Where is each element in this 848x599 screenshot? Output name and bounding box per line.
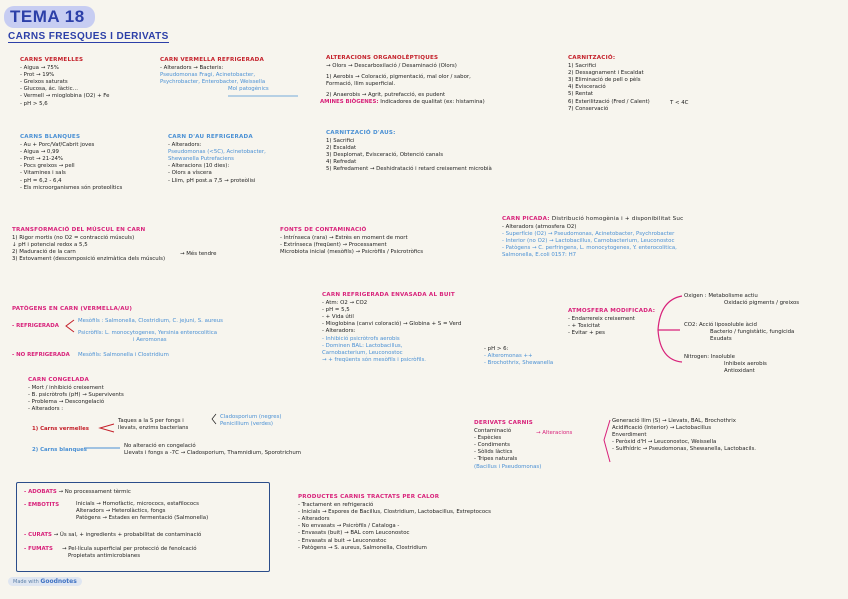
text-line: → Olors → Descarboxilació / Desaminació (Olors): [326, 63, 457, 70]
text-line: Mol patogènics: [228, 86, 269, 93]
text-line: Psicròfils: L. monocytogenes, Yersinia enterocolitica: [78, 330, 218, 336]
mesofils-refrigerada: Mesòfils : Salmonella, Clostridium, C. jejuni, S. aureus: [78, 318, 223, 324]
text-line: - pH > 6:: [484, 346, 509, 352]
text-line: - Aigua → 0,99: [20, 149, 59, 156]
text-line: 1) Sacrifici: [326, 138, 355, 145]
text-line: - Els microorganismes són proteolítics: [20, 184, 123, 191]
text-line: i Aeromonas: [133, 337, 167, 344]
text-line: - Vitamines i sals: [20, 170, 66, 177]
section-heading: ALTERACIONS ORGANOLÈPTIQUES: [326, 55, 439, 61]
co2-block: [684, 322, 794, 343]
section-transformacio-muscul: [12, 227, 165, 263]
carns-blanques-label: 2) Carns blanques: [32, 447, 88, 453]
nitrogen-block: [684, 354, 767, 375]
text-line: 2) Maduració de la carn: [12, 249, 76, 256]
carns-vermelles-label: 1) Carns vermelles: [32, 426, 89, 432]
text-line: - Evitar + pes: [568, 330, 605, 337]
section-heading-rest: Distribució homogènia i + disponibilitat Suc: [551, 216, 684, 222]
section-carn-picada: [502, 216, 683, 260]
text-line: - Espècies: [474, 435, 502, 442]
carns-blanques-text: [124, 443, 301, 457]
goodnotes-logo: [8, 577, 82, 586]
text-line: 6) Esterilització (Fred / Calent): [568, 98, 650, 105]
text-line: ↓ pH i potencial redox a 5,5: [12, 242, 88, 249]
text-line: - Extrínseca (freqüent) → Processament: [280, 242, 387, 249]
section-carns-vermelles: [20, 57, 109, 108]
text-line: - Mort / inhibició creixement: [28, 385, 104, 392]
psicrofils: [78, 330, 217, 344]
text-line: Pseudomonas (<5C), Acinetobacter,: [168, 149, 266, 156]
adobats-row: [24, 489, 131, 496]
adobats-text: → No processament tèrmic: [58, 489, 131, 495]
text-line: Acidificació (Interior) → Lactobacillus: [612, 425, 712, 432]
adobats-label: - ADOBATS: [24, 489, 57, 495]
section-heading: CARN REFRIGERADA ENVASADA AL BUIT: [322, 292, 455, 298]
text-line: Taques a la S per fongs i: [118, 418, 184, 424]
section-fonts-contaminacio: [280, 227, 423, 256]
text-line: Contaminació: [474, 428, 512, 435]
text-line: - Atm: O2 → CO2: [322, 300, 368, 307]
text-line: → Pel·lícula superficial per protecció de fenolcació: [62, 546, 197, 552]
text-line: - Patògens → S. aureus, Salmonella, Clostridium: [298, 544, 427, 551]
text-line: 2) Dessagnament i Escaldat: [568, 70, 644, 77]
text-line: - pH > 5,6: [20, 100, 48, 107]
text-line: - Condiments: [474, 442, 510, 449]
text-line: - Sulfhídric → Pseudomonas, Shewanella, Lactobacils.: [612, 446, 756, 453]
section-carnitzacio: [568, 55, 650, 113]
text-line: Inicials → Homofàctic, micrococs, estafilococs: [76, 501, 199, 507]
text-line: → + freqüents són mesòfils i psicròfils.: [322, 356, 427, 363]
logo-brand: Goodnotes: [40, 578, 77, 585]
section-derivats-carnis: [474, 420, 541, 471]
text-line: 5) Rentat: [568, 91, 594, 98]
text-line: - Interior (no O2) → Lactobacillus, Carnobacterium, Leuconostoc: [502, 238, 675, 245]
logo-prefix: Made with: [13, 579, 39, 585]
text-line: - Mioglobina (canvi coloració) → Globina + S = Verd: [322, 321, 462, 328]
text-line: - Greixos saturats: [20, 79, 68, 86]
text-line: - Brochothrix, Shewanella: [484, 360, 554, 367]
text-line: - Intrínseca (rara) → Estrès en moment de mort: [280, 235, 408, 242]
curats-label: - CURATS: [24, 532, 52, 538]
section-carn-congelada: [28, 377, 124, 413]
text-line: - Sòlids làctics: [474, 449, 513, 456]
section-heading: CARN VERMELLA REFRIGERADA: [160, 57, 264, 63]
text-line: - Alteradors :: [28, 406, 64, 413]
text-line: - Alteradors:: [322, 328, 356, 335]
text-line: 4) Evisceració: [568, 84, 606, 91]
embotits-label: - EMBOTITS: [24, 502, 60, 508]
page-subtitle: CARNS FRESQUES I DERIVATS: [8, 31, 169, 42]
mesofils-no-refrigerada: Mesòfils: Salmonella i Clostridium: [78, 352, 169, 358]
text-line: - Prot → 19%: [20, 72, 55, 79]
section-patogens-carn: [12, 306, 132, 314]
section-heading: CARNS VERMELLES: [20, 57, 84, 63]
page-title: TEMA 18: [10, 7, 85, 26]
amines-text: Indicadores de qualitat (ex: histamina): [380, 99, 485, 106]
text-line: 5) Refredament → Deshidratació i retard creixement microbià: [326, 166, 492, 173]
text-line: - Problema → Descongelació: [28, 399, 105, 406]
text-line: Alteradors → Heterolàctics, fongs: [76, 508, 166, 515]
text-line: Pseudomonas Fragi, Acinetobacter,: [160, 72, 256, 79]
fumats-text: [62, 546, 197, 560]
section-heading: CARN PICADA:: [502, 216, 550, 222]
section-carns-blanques: [20, 134, 122, 192]
text-line: - Vermell → mioglobina (O2) + Fe: [20, 93, 110, 100]
section-heading: CARN CONGELADA: [28, 377, 89, 383]
text-line: - Endarrereix creixement: [568, 316, 635, 323]
text-line: 1) Aerobis → Coloració, pigmentació, mal olor / sabor,: [326, 74, 471, 81]
ph-block: [484, 346, 553, 367]
text-line: - Superfície (O2) → Pseudomonas, Acinetobacter, Psychrobacter: [502, 231, 675, 238]
text-line: - + Toxicitat: [568, 323, 601, 330]
text-line: Psychrobacter, Enterobacter, Weissella: [160, 79, 266, 86]
oxigen-block: [684, 293, 799, 307]
curats-text: → Ús sal, + ingredients + probabilitat de contaminació: [53, 532, 202, 538]
text-line: No alteració en congelació: [124, 443, 196, 449]
text-line: - B. psicròtrofs (pH) → Supervivents: [28, 392, 124, 399]
text-line: 2) Anaerobis → Agrit, putrefacció, es pudent: [326, 92, 446, 99]
text-line: 3) Desplomat, Evisceració, Obtenció canals: [326, 152, 444, 159]
text-line: Llevats i fongs a -7C → Cladosporium, Thamnidium, Sporotrichum: [124, 450, 302, 457]
carns-vermelles-text: [118, 418, 188, 432]
text-line: - Inhibició psicròtrofs aerobis: [322, 335, 400, 342]
text-line: - Llim, pH post.a 7,5 → proteòlisi: [168, 177, 256, 184]
text-line: - Alteradors: [298, 516, 330, 523]
text-line: - Tripes naturals: [474, 456, 518, 463]
text-line: Antioxidant: [724, 368, 755, 375]
amines-label: AMINES BIÒGENES:: [320, 99, 379, 106]
title-highlight: [4, 6, 95, 28]
text-line: 3) Eliminació de pell o pèls: [568, 77, 641, 84]
text-line: - Envasats (buit) → BAL com Leuconostoc: [298, 530, 410, 537]
section-atmosfera-modificada: [568, 308, 655, 337]
text-line: 4) Refredat: [326, 159, 357, 166]
carns-vermelles-fongs: [220, 414, 282, 428]
section-carn-vermella-refrigerada: [160, 57, 269, 93]
embotits-text: [76, 501, 208, 522]
text-line: Oxidació pigments / greixos: [724, 300, 800, 307]
text-line: - pH = 5,5: [322, 307, 350, 314]
text-line: Propietats antimicrobianes: [68, 553, 141, 560]
text-line: Exudats: [710, 336, 732, 343]
text-line: - Dominen BAL: Lactobacillus,: [322, 342, 403, 349]
text-line: 3) Estovament (descomposició enzimàtica dels músculs): [12, 256, 166, 263]
text-line: - pH = 6,2 - 6,4: [20, 177, 62, 184]
text-line: - No envasats → Psicròfils / Cataloga -: [298, 523, 400, 530]
text-line: Formació, llim superficial.: [326, 81, 396, 88]
section-alteracions-organoleptiques: [320, 55, 485, 107]
text-line: - + Vida útil: [322, 314, 354, 321]
text-line: - Envasats al buit → Leuconostoc: [298, 537, 387, 544]
text-line: - Patògens → C. perfringens, L. monocytogenes, Y. enterocolitica,: [502, 245, 677, 252]
text-line: - Alteradors → Bacteris:: [160, 65, 224, 72]
text-line: Microbiota inicial (mesòfils) → Psicròfils / Psicrotròfics: [280, 249, 424, 256]
text-line: Patògens → Estades en fermentació (Salmonella): [76, 515, 209, 522]
section-heading: DERIVATS CARNIS: [474, 420, 534, 426]
text-line: 1) Rigor mortis (no O2 = contracció músculs): [12, 235, 135, 242]
text-line: Inhibeix aerobis: [724, 361, 767, 368]
text-line: Penicillium (verdes): [220, 421, 274, 428]
section-heading: CARNITZACIÓ:: [568, 55, 616, 61]
text-line: Oxigen : Metabolisme actiu: [684, 293, 758, 299]
text-line: - Alteromonas ++: [484, 353, 533, 360]
text-line: - Alteradors:: [168, 142, 202, 149]
text-line: - Inicials → Espores de Bacillus, Clostridium, Lactobacillus, Estreptococs: [298, 509, 491, 516]
derivats-alteracions: [612, 418, 756, 453]
alteracions-label: → Alteracions: [536, 430, 573, 436]
text-line: - Olors a víscera: [168, 170, 212, 177]
section-heading: CARN D'AU REFRIGERADA: [168, 134, 253, 140]
text-line: 7) Conservació: [568, 105, 609, 112]
text-line: - Alteracions (10 dies):: [168, 163, 230, 170]
section-carn-au-refrigerada: [168, 134, 266, 185]
curats-row: [24, 532, 201, 539]
text-line: Nitrogen: Insoluble: [684, 354, 735, 360]
text-line: Salmonella, E.coli 0157: H7: [502, 252, 577, 259]
no-refrigerada-label: - NO REFRIGERADA: [12, 352, 70, 358]
mes-tendre-note: → Més tendre: [180, 251, 217, 257]
section-heading: FONTS DE CONTAMINACIÓ: [280, 227, 367, 233]
fumats-label: - FUMATS: [24, 546, 53, 552]
text-line: - Peròxid d'H → Leuconostoc, Weissella: [612, 439, 717, 446]
text-line: - Pocs greixos → pell: [20, 163, 75, 170]
text-line: - Glucosa, ác. làctic…: [20, 86, 78, 93]
section-heading: CARNS BLANQUES: [20, 134, 81, 140]
temperature-note: T < 4C: [670, 100, 689, 106]
section-heading: TRANSFORMACIÓ DEL MÚSCUL EN CARN: [12, 227, 146, 233]
section-carn-envasada-buit: [322, 292, 461, 364]
text-line: Cladosporium (negres): [220, 414, 282, 420]
text-line: Carnobacterium, Leuconostoc: [322, 349, 403, 356]
refrigerada-label: - REFRIGERADA: [12, 323, 59, 329]
text-line: - Tractament en refrigeració: [298, 502, 374, 509]
text-line: - Prot → 21-24%: [20, 156, 64, 163]
text-line: llevats, enzims bacterians: [118, 425, 189, 432]
text-line: - Alteradors (atmosfera O2): [502, 224, 577, 231]
text-line: Bacterio / fungistàtic, fungicida: [710, 329, 795, 336]
section-productes-tractats-calor: [298, 494, 491, 552]
text-line: Generació llim (S) → Llevats, BAL, Brochothrix: [612, 418, 736, 424]
text-line: Enverdiment: [612, 432, 647, 439]
section-heading: PATÒGENS EN CARN (VERMELLA/AU): [12, 306, 133, 312]
section-heading: PRODUCTES CARNIS TRACTATS PER CALOR: [298, 494, 440, 500]
text-line: 1) Sacrifici: [568, 63, 597, 70]
text-line: (Bacillus i Pseudomonas): [474, 463, 542, 470]
text-line: Shewanella Putrefaciens: [168, 156, 234, 163]
section-carnitzacio-aus: [326, 130, 492, 174]
section-heading: CARNITZACIÓ D'AUS:: [326, 130, 396, 136]
text-line: - Au + Porc/Vaf/Cabrit joves: [20, 142, 95, 149]
text-line: CO2: Acció liposoluble àcid: [684, 322, 757, 328]
text-line: 2) Escaldat: [326, 145, 357, 152]
text-line: - Aigua → 75%: [20, 65, 59, 72]
section-heading: ATMOSFERA MODIFICADA:: [568, 308, 656, 314]
